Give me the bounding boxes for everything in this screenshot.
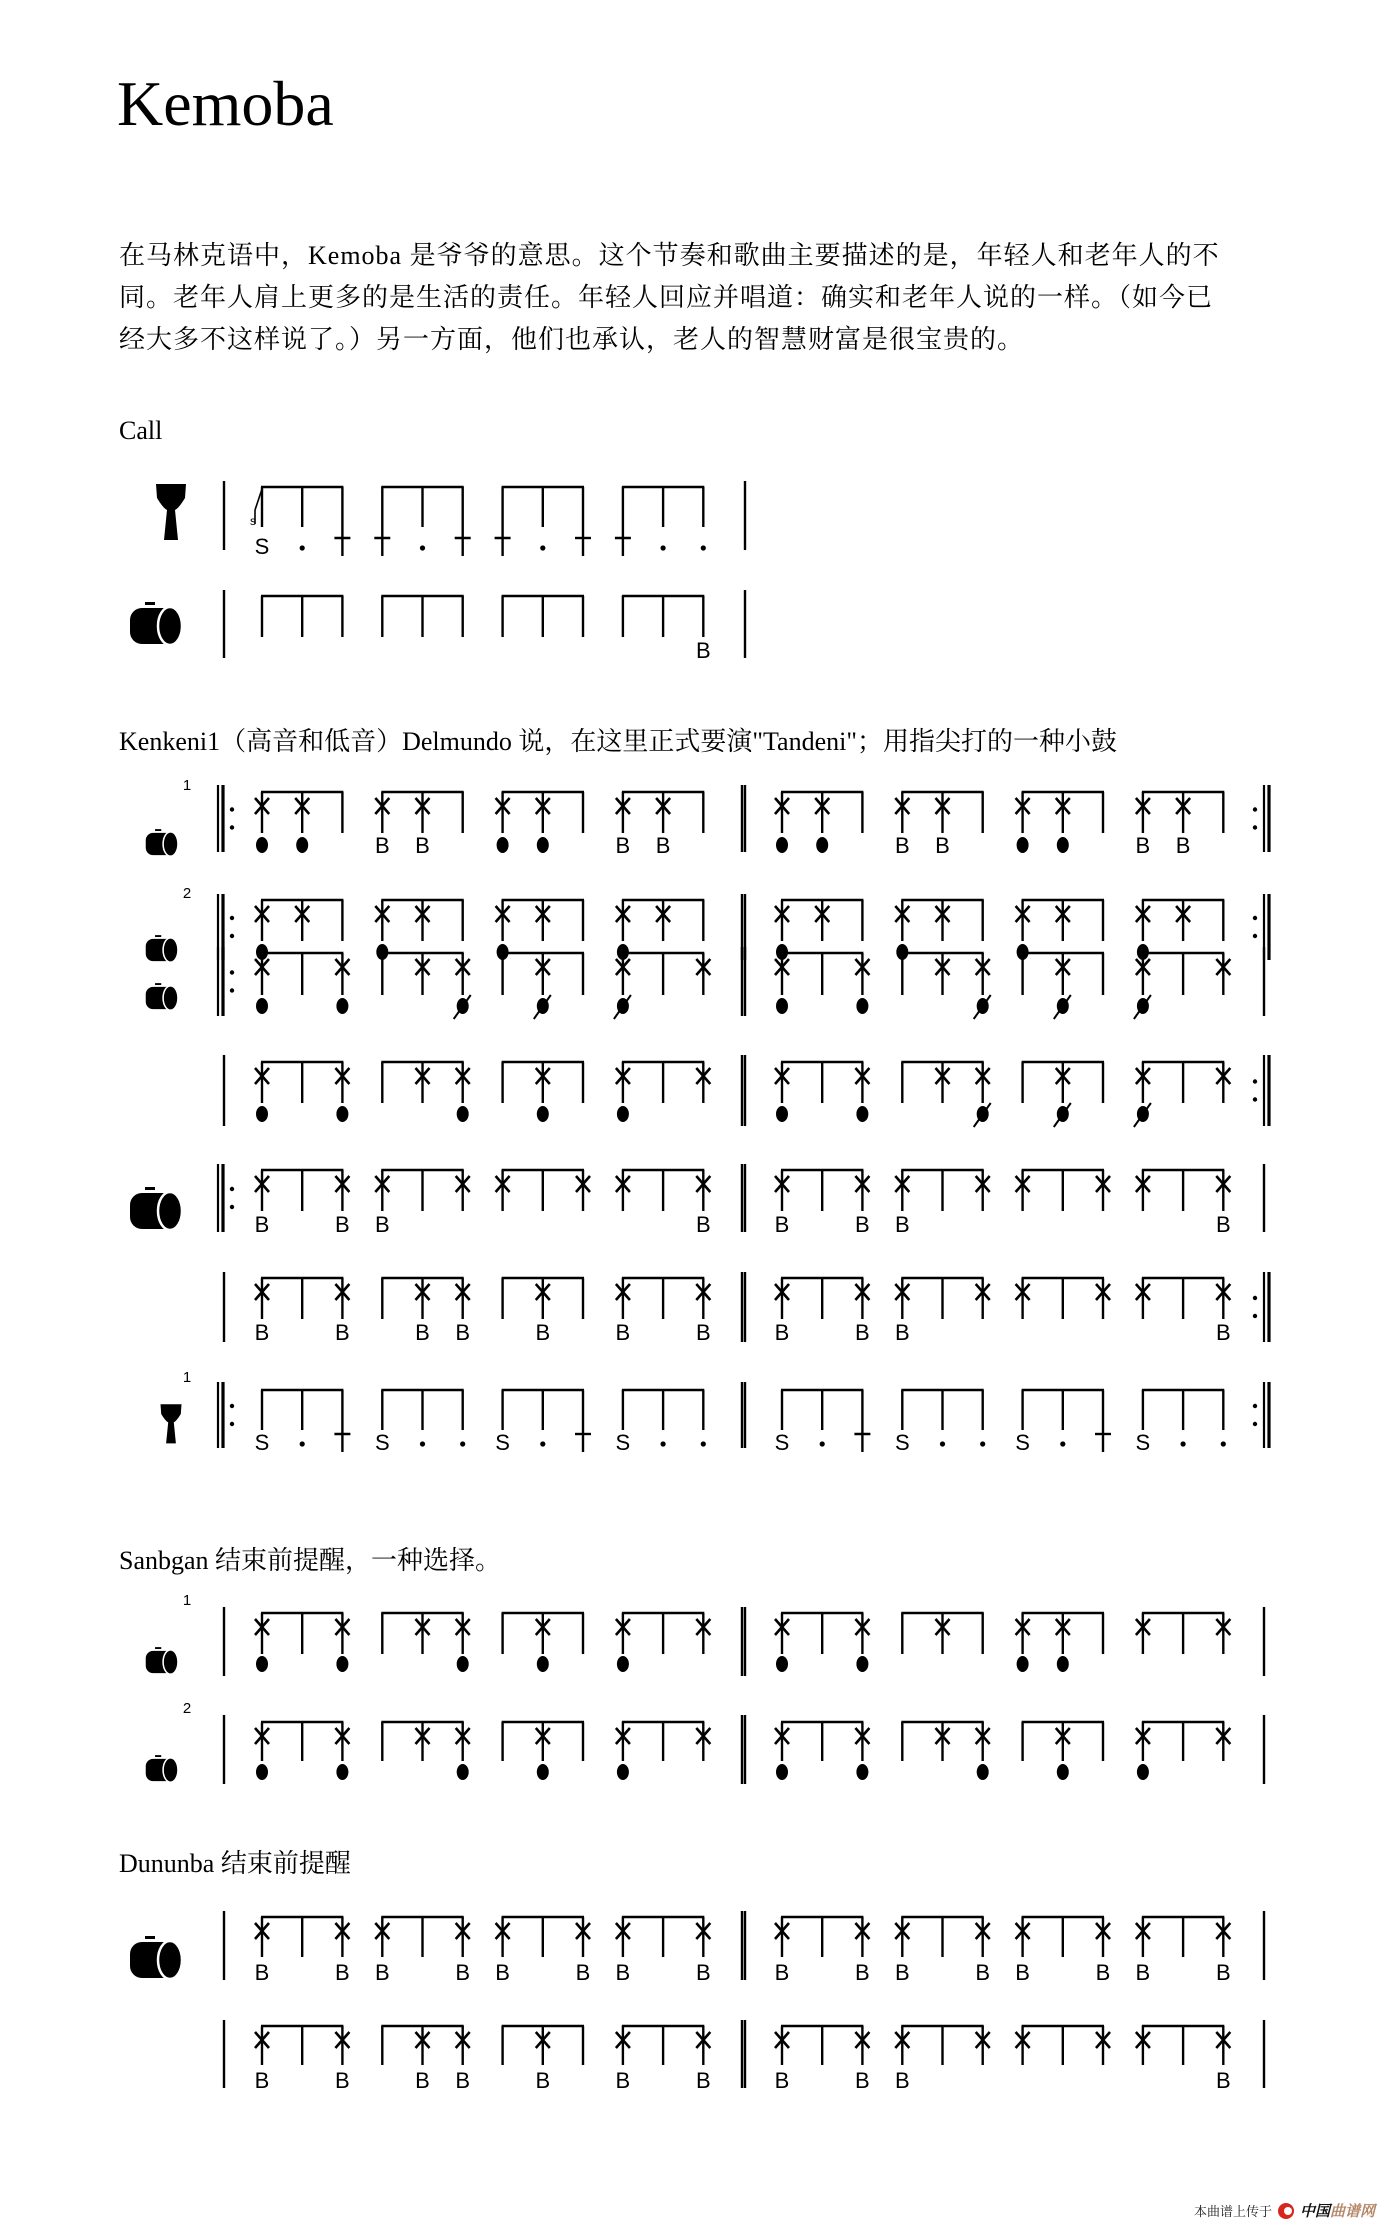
notation-row-kenkeni-2	[146, 885, 1269, 962]
rest-dot	[1221, 1441, 1226, 1446]
beat-group	[1134, 953, 1230, 1019]
slap-stroke: S	[254, 534, 270, 559]
beat-group	[496, 900, 584, 960]
bass-stroke: B	[894, 1320, 910, 1345]
rest-dot	[420, 1441, 425, 1446]
open-stroke-dot	[776, 837, 788, 853]
bass-stroke: B	[695, 1320, 711, 1345]
beat-group	[255, 953, 349, 1014]
beat-group	[1022, 1722, 1104, 1780]
open-stroke-dot	[457, 1764, 469, 1780]
rest-dot	[701, 545, 706, 550]
beat-group	[616, 1390, 706, 1455]
kenkeni-icon	[146, 829, 178, 856]
repeat-start-sign	[218, 1382, 234, 1448]
beat-group	[502, 596, 584, 637]
bass-stroke: B	[615, 2068, 631, 2093]
beat-group	[1136, 1613, 1230, 1654]
notation-row-call-djembe	[156, 481, 745, 559]
open-stroke-dot	[1017, 837, 1029, 853]
beat-group	[502, 1062, 584, 1122]
beat-group	[374, 487, 470, 556]
repeat-start-sign	[218, 785, 234, 852]
beat-group	[375, 1917, 470, 1985]
beat-group	[614, 953, 710, 1019]
sangban-icon	[146, 1755, 178, 1782]
bass-stroke: B	[774, 1960, 790, 1985]
beat-group	[495, 487, 591, 556]
bass-stroke: B	[615, 1960, 631, 1985]
open-stroke-dot	[1057, 1764, 1069, 1780]
beat-group	[1022, 953, 1104, 1019]
beat-group	[495, 1390, 591, 1455]
repeat-start-sign	[218, 1164, 234, 1232]
dununba-icon	[130, 1936, 182, 1979]
variation-number: 1	[182, 777, 192, 794]
notation-row-dununba-a	[130, 1164, 1264, 1237]
beat-group	[381, 1722, 469, 1780]
notation-row-kenkeni-1	[146, 777, 1269, 858]
open-stroke-dot	[776, 1656, 788, 1672]
beat-group	[1134, 1062, 1230, 1127]
beat-group	[375, 792, 464, 858]
bass-stroke: B	[1015, 1960, 1030, 1985]
notation-row-dununba-break-2	[224, 2020, 1264, 2093]
bass-stroke: B	[254, 1320, 270, 1345]
beat-group	[1015, 1917, 1110, 1985]
bass-stroke: B	[1215, 1212, 1231, 1237]
bass-stroke: B	[615, 833, 631, 858]
rest-dot	[1181, 1441, 1186, 1446]
open-stroke-dot	[537, 837, 549, 853]
open-stroke-dot	[1137, 1764, 1149, 1780]
open-stroke-dot	[776, 1106, 788, 1122]
slap-stroke: S	[254, 1430, 270, 1455]
rest-dot	[300, 545, 305, 550]
open-stroke-dot	[816, 837, 828, 853]
repeat-start-sign	[218, 947, 234, 1016]
bass-stroke: B	[254, 1960, 270, 1985]
beat-group	[1136, 1170, 1231, 1237]
variation-number: 2	[182, 885, 192, 902]
beat-group	[616, 2026, 711, 2093]
beat-group	[616, 1278, 711, 1345]
dununba-icon	[130, 1187, 182, 1230]
bass-stroke: B	[415, 833, 430, 858]
bass-stroke: B	[855, 2068, 870, 2093]
site-logo-icon	[1278, 2203, 1294, 2219]
intro-line-3: 经大多不这样说了。）另一方面，他们也承认，老人的智慧财富是很宝贵的。	[119, 325, 1025, 354]
djembe-icon	[156, 484, 186, 540]
beat-group	[616, 1170, 711, 1237]
repeat-start-sign	[218, 894, 234, 960]
beat-group	[255, 1390, 351, 1455]
bass-stroke: B	[695, 1960, 711, 1985]
page-title: Kemoba	[117, 68, 334, 139]
bass-stroke: B	[615, 1320, 631, 1345]
beat-group	[255, 1917, 350, 1985]
bass-stroke: B	[855, 1960, 870, 1985]
open-stroke-dot	[776, 998, 788, 1014]
slap-stroke: S	[615, 1430, 631, 1455]
beat-group	[1016, 900, 1104, 960]
bass-stroke: B	[1215, 1960, 1231, 1985]
beat-group	[616, 1722, 710, 1780]
slap-stroke: S	[495, 1430, 510, 1455]
beat-group	[381, 596, 463, 637]
slap-stroke: S	[1135, 1430, 1151, 1455]
beat-group	[1016, 1170, 1110, 1211]
open-stroke-dot	[296, 837, 308, 853]
bass-stroke: B	[335, 1960, 350, 1985]
site-name-part-2: 曲谱网	[1329, 2202, 1375, 2220]
open-stroke-dot	[617, 1106, 629, 1122]
notation-row-sangban-a	[146, 947, 1264, 1019]
slap-stroke: S	[374, 1430, 390, 1455]
beat-group	[895, 2026, 990, 2093]
bass-stroke: B	[374, 833, 390, 858]
beat-group	[775, 792, 863, 853]
bass-stroke: B	[535, 2068, 551, 2093]
beat-group	[381, 1613, 469, 1672]
variation-number: 1	[182, 1592, 192, 1609]
beat-group	[901, 1613, 983, 1654]
beat-group	[901, 1062, 990, 1127]
open-stroke-dot	[537, 1106, 549, 1122]
open-stroke-dot	[336, 1106, 348, 1122]
bass-stroke: B	[495, 1960, 510, 1985]
beat-group	[1136, 1390, 1226, 1455]
beat-group	[616, 1062, 710, 1122]
beat-group	[895, 792, 984, 858]
notation-row-djembe-1	[161, 1369, 1270, 1455]
open-stroke-dot	[856, 1656, 868, 1672]
beat-group	[255, 900, 343, 960]
beat-group	[502, 953, 584, 1019]
rest-dot	[300, 1441, 305, 1446]
beat-group	[375, 900, 463, 960]
open-stroke-dot	[256, 1656, 268, 1672]
beat-group	[616, 900, 704, 960]
beat-group	[1016, 1278, 1110, 1319]
slap-stroke: S	[774, 1430, 790, 1455]
beat-group	[895, 1917, 990, 1985]
beat-group	[775, 1062, 869, 1122]
beat-group	[895, 900, 983, 960]
beat-group	[1136, 1917, 1231, 1985]
beat-group	[495, 1917, 590, 1985]
beat-group	[381, 2026, 470, 2093]
bass-stroke: B	[1215, 2068, 1231, 2093]
open-stroke-dot	[1017, 1656, 1029, 1672]
notation-row-sanbgan-break-1	[146, 1592, 1264, 1676]
beat-group	[775, 900, 863, 960]
open-stroke-dot	[617, 1764, 629, 1780]
open-stroke-dot	[856, 1106, 868, 1122]
flam-grace-note: s	[250, 514, 256, 528]
beat-group	[1016, 1613, 1104, 1672]
bass-stroke: B	[894, 1960, 910, 1985]
beat-group	[381, 1278, 470, 1345]
open-stroke-dot	[537, 1656, 549, 1672]
beat-group	[775, 1278, 870, 1345]
beat-group	[616, 1917, 711, 1985]
beat-group	[775, 953, 869, 1014]
beat-group	[775, 1917, 870, 1985]
beat-group	[496, 792, 584, 853]
beat-group	[255, 1722, 349, 1780]
rest-dot	[1060, 1441, 1065, 1446]
beat-group	[1136, 1722, 1230, 1780]
open-stroke-dot	[256, 998, 268, 1014]
section-heading-sanbgan: Sanbgan 结束前提醒，一种选择。	[119, 1546, 502, 1575]
bass-stroke: B	[1175, 833, 1191, 858]
open-stroke-dot	[1057, 837, 1069, 853]
bass-stroke: B	[935, 833, 950, 858]
beat-group	[622, 596, 711, 663]
bass-stroke: B	[855, 1212, 870, 1237]
beat-group	[775, 1390, 871, 1455]
section-heading-call: Call	[119, 416, 163, 445]
notation-row-sangban-b	[224, 1055, 1269, 1127]
rest-dot	[661, 545, 666, 550]
beat-group	[1136, 1278, 1231, 1345]
intro-line-1: 在马林克语中，Kemoba 是爷爷的意思。这个节奏和歌曲主要描述的是，年轻人和老年人的不	[119, 241, 1220, 270]
beat-group	[255, 1278, 350, 1345]
bass-stroke: B	[1095, 1960, 1111, 1985]
variation-number: 1	[182, 1369, 192, 1386]
bass-stroke: B	[415, 1320, 430, 1345]
bass-stroke: B	[695, 2068, 711, 2093]
footer-uploaded-text: 本曲谱上传于	[1193, 2205, 1272, 2220]
open-stroke-dot	[336, 1764, 348, 1780]
open-stroke-dot	[776, 1764, 788, 1780]
repeat-end-sign	[1253, 1382, 1269, 1448]
beat-group	[502, 1722, 584, 1780]
rest-dot	[820, 1441, 825, 1446]
beat-group	[502, 1613, 584, 1672]
open-stroke-dot	[856, 998, 868, 1014]
repeat-end-sign	[1253, 1272, 1269, 1342]
open-stroke-dot	[256, 1106, 268, 1122]
repeat-end-sign	[1253, 894, 1269, 960]
rest-dot	[420, 545, 425, 550]
bass-stroke: B	[894, 2068, 910, 2093]
footer-watermark	[1194, 2200, 1375, 2221]
open-stroke-dot	[336, 1656, 348, 1672]
notation-row-call-dununba	[130, 590, 745, 663]
bass-stroke: B	[374, 1212, 390, 1237]
open-stroke-dot	[617, 1656, 629, 1672]
bass-stroke: B	[655, 833, 671, 858]
slap-stroke: S	[894, 1430, 910, 1455]
bass-stroke: B	[374, 1960, 390, 1985]
bass-stroke: B	[415, 2068, 430, 2093]
bass-stroke: B	[855, 1320, 870, 1345]
notation-row-dununba-b	[224, 1272, 1269, 1345]
beat-group	[255, 1062, 349, 1122]
section-heading-dununba: Dununba 结束前提醒	[119, 1849, 351, 1878]
bass-stroke: B	[1215, 1320, 1231, 1345]
bass-stroke: B	[894, 1212, 910, 1237]
beat-group	[255, 792, 343, 853]
site-name-part-1: 中国	[1299, 2202, 1330, 2220]
beat-group	[261, 596, 343, 637]
beat-group	[1136, 792, 1225, 858]
open-stroke-dot	[256, 837, 268, 853]
beat-group	[496, 1170, 590, 1211]
open-stroke-dot	[537, 1764, 549, 1780]
beat-group	[375, 1390, 465, 1455]
notation-row-dununba-break-1	[130, 1911, 1264, 1985]
rest-dot	[460, 1441, 465, 1446]
rest-dot	[701, 1441, 706, 1446]
beat-group	[895, 1390, 985, 1455]
rest-dot	[540, 1441, 545, 1446]
beat-group	[901, 1722, 989, 1780]
notation-row-sanbgan-break-2	[146, 1700, 1264, 1784]
beat-group	[895, 1170, 990, 1237]
open-stroke-dot	[457, 1656, 469, 1672]
open-stroke-dot	[497, 837, 509, 853]
bass-stroke: B	[335, 2068, 350, 2093]
open-stroke-dot	[336, 998, 348, 1014]
repeat-end-sign	[1253, 1055, 1269, 1126]
beat-group	[895, 1278, 990, 1345]
bass-stroke: B	[1135, 833, 1151, 858]
bass-stroke: B	[695, 638, 711, 663]
bass-stroke: B	[455, 1960, 471, 1985]
djembe-icon	[161, 1404, 182, 1443]
beat-group	[381, 953, 470, 1019]
bass-stroke: B	[254, 2068, 270, 2093]
intro-line-2: 同。老年人肩上更多的是生活的责任。年轻人回应并唱道：确实和老年人说的一样。（如今已	[119, 283, 1214, 312]
dununba-icon	[130, 602, 182, 645]
beat-group	[1136, 900, 1224, 960]
beat-group	[255, 487, 351, 559]
slap-stroke: S	[1015, 1430, 1030, 1455]
repeat-end-sign	[1253, 785, 1269, 852]
bass-stroke: B	[975, 1960, 991, 1985]
beat-group	[775, 1170, 870, 1237]
beat-group	[775, 1613, 869, 1672]
beat-group	[1016, 792, 1104, 853]
beat-group	[616, 792, 705, 858]
sangban-icon	[146, 1647, 178, 1674]
bass-stroke: B	[535, 1320, 551, 1345]
beat-group	[255, 1613, 349, 1672]
bass-stroke: B	[894, 833, 910, 858]
open-stroke-dot	[256, 1764, 268, 1780]
rest-dot	[540, 545, 545, 550]
kenkeni-icon	[146, 935, 178, 962]
bass-stroke: B	[774, 1320, 790, 1345]
section-heading-kenkeni: Kenkeni1（高音和低音）Delmundo 说，在这里正式要演"Tandeni"；用指尖打的一种小鼓	[119, 727, 1117, 756]
bass-stroke: B	[774, 1212, 790, 1237]
beat-group	[775, 1722, 869, 1780]
beat-group	[775, 2026, 870, 2093]
beat-group	[1136, 2026, 1231, 2093]
beat-group	[375, 1170, 470, 1237]
rest-dot	[980, 1441, 985, 1446]
beat-group	[901, 953, 990, 1019]
beat-group	[1015, 1390, 1111, 1455]
open-stroke-dot	[977, 1764, 989, 1780]
bass-stroke: B	[455, 1320, 471, 1345]
bass-stroke: B	[695, 1212, 711, 1237]
open-stroke-dot	[1057, 1656, 1069, 1672]
beat-group	[255, 1170, 350, 1237]
rest-dot	[940, 1441, 945, 1446]
bass-stroke: B	[1135, 1960, 1151, 1985]
open-stroke-dot	[856, 1764, 868, 1780]
beat-group	[502, 2026, 584, 2093]
beat-group	[381, 1062, 469, 1122]
bass-stroke: B	[254, 1212, 270, 1237]
open-stroke-dot	[457, 1106, 469, 1122]
beat-group	[1016, 2026, 1110, 2065]
beat-group	[615, 487, 706, 556]
variation-number: 2	[182, 1700, 192, 1717]
bass-stroke: B	[774, 2068, 790, 2093]
bass-stroke: B	[335, 1212, 350, 1237]
bass-stroke: B	[335, 1320, 350, 1345]
beat-group	[502, 1278, 584, 1345]
rest-dot	[661, 1441, 666, 1446]
bass-stroke: B	[575, 1960, 591, 1985]
beat-group	[1022, 1062, 1104, 1127]
bass-stroke: B	[455, 2068, 471, 2093]
beat-group	[255, 2026, 350, 2093]
beat-group	[616, 1613, 710, 1672]
sangban-icon	[146, 983, 178, 1010]
